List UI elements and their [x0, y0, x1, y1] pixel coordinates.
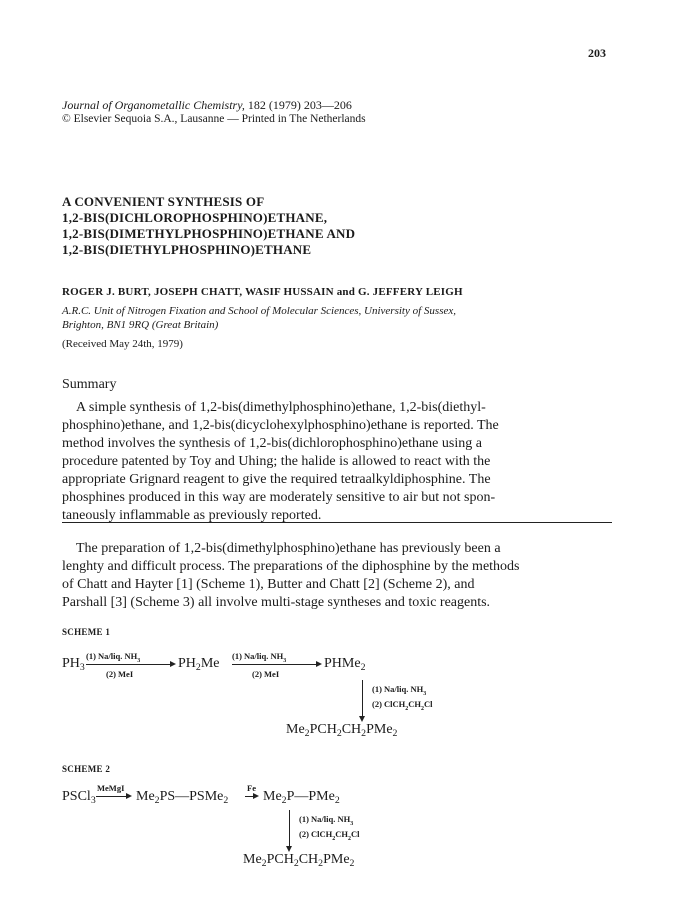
- reaction-arrowhead-5: [253, 793, 259, 799]
- reaction-arrowhead-4: [126, 793, 132, 799]
- affiliation-line-2: Brighton, BN1 9RQ (Great Britain): [62, 319, 219, 331]
- publisher-line: © Elsevier Sequoia S.A., Lausanne — Printed in The Netherlands: [62, 113, 366, 125]
- reagent-step-2b: (2) MeI: [252, 669, 280, 679]
- reagent-step-3a: (1) Na/liq. $NH_3$: [372, 684, 427, 697]
- body-line: Parshall [3] (Scheme 3) all involve multi-stage syntheses and toxic reagents.: [62, 595, 491, 610]
- received-date: (Received May 24th, 1979): [62, 338, 183, 350]
- summary-line: taneously inflammable as previously reported.: [62, 508, 322, 523]
- journal-name: Journal of Organometallic Chemistry,: [62, 98, 245, 112]
- compound-tetramethyldiphosphine: $Me_2P—PMe_2$: [263, 789, 340, 806]
- reagent-step-1b: (2) MeI: [106, 669, 134, 679]
- summary-paragraph: [62, 399, 622, 525]
- body-line: lenghty and difficult process. The preparations of the diphosphine by the methods: [62, 559, 520, 574]
- title-line-4: 1,2-BIS(DIETHYLPHOSPHINO)ETHANE: [62, 242, 312, 257]
- scheme-2-label: SCHEME 2: [62, 764, 111, 774]
- reaction-arrowhead-2: [316, 661, 322, 667]
- summary-divider: [62, 522, 612, 523]
- title-line-2: 1,2-BIS(DICHLOROPHOSPHINO)ETHANE,: [62, 210, 328, 225]
- reagent-step-2a: (1) Na/liq. $NH_3$: [232, 651, 287, 664]
- summary-line: A simple synthesis of 1,2-bis(dimethylphosphino)ethane, 1,2-bis(diethyl-: [76, 400, 486, 415]
- summary-line: phosphino)ethane, and 1,2-bis(dicyclohexylphosphino)ethane is reported. The: [62, 418, 499, 433]
- compound-pscl3: PSCl$_3$: [62, 789, 96, 806]
- reaction-arrow-4: [96, 796, 126, 797]
- body-paragraph: [62, 540, 628, 612]
- journal-volume-pages: 182 (1979) 203—206: [247, 98, 352, 112]
- reagent-step-1a: (1) Na/liq. $NH_3$: [86, 651, 141, 664]
- reagent-fe: Fe: [247, 783, 256, 793]
- summary-line: appropriate Grignard reagent to give the required tetraalkyldiphosphine. The: [62, 472, 491, 487]
- compound-ph3: $PH_3$: [62, 656, 85, 673]
- reagent-step-3b: (2) $ClCH_2CH_2Cl$: [372, 699, 433, 712]
- summary-line: method involves the synthesis of 1,2-bis(dichlorophosphino)ethane using a: [62, 436, 482, 451]
- summary-heading: Summary: [62, 377, 117, 392]
- reaction-arrow-1: [86, 664, 170, 665]
- body-line: The preparation of 1,2-bis(dimethylphosphino)ethane has previously been a: [76, 541, 501, 556]
- summary-line: procedure patented by Toy and Uhing; the halide is allowed to react with the: [62, 454, 491, 469]
- body-line: of Chatt and Hayter [1] (Scheme 1), Butter and Chatt [2] (Scheme 2), and: [62, 577, 475, 592]
- title-line-3: 1,2-BIS(DIMETHYLPHOSPHINO)ETHANE AND: [62, 226, 356, 241]
- compound-phme2: PHMe$_2$: [324, 656, 366, 673]
- reaction-arrow-2: [232, 664, 316, 665]
- reagent-step-4a: (1) Na/liq. $NH_3$: [299, 814, 354, 827]
- affiliation-line-1: A.R.C. Unit of Nitrogen Fixation and School of Molecular Sciences, University of Sussex,: [62, 305, 456, 317]
- summary-line: phosphines produced in this way are moderately sensitive to air but not spon-: [62, 490, 496, 505]
- reaction-arrow-5: [245, 796, 253, 797]
- reaction-arrowhead-1: [170, 661, 176, 667]
- reagent-memgi: MeMgI: [97, 783, 125, 793]
- author-list: ROGER J. BURT, JOSEPH CHATT, WASIF HUSSAIN and G. JEFFERY LEIGH: [62, 286, 463, 298]
- compound-dmpe-product-2: $Me_2PCH_2CH_2PMe_2$: [243, 852, 355, 869]
- journal-citation: [62, 98, 352, 113]
- reaction-arrow-6: [289, 810, 290, 848]
- scheme-1-label: SCHEME 1: [62, 627, 111, 637]
- reaction-arrow-3: [362, 680, 363, 718]
- page-number: 203: [588, 46, 606, 60]
- compound-dmpe-product-1: $Me_2PCH_2CH_2PMe_2$: [286, 722, 398, 739]
- reagent-step-4b: (2) $ClCH_2CH_2Cl$: [299, 829, 360, 842]
- compound-tetramethyldiphosphine-disulfide: $Me_2PS—PSMe_2$: [136, 789, 229, 806]
- compound-ph2me: $PH_2Me$: [178, 656, 220, 673]
- title-line-1: A CONVENIENT SYNTHESIS OF: [62, 194, 265, 209]
